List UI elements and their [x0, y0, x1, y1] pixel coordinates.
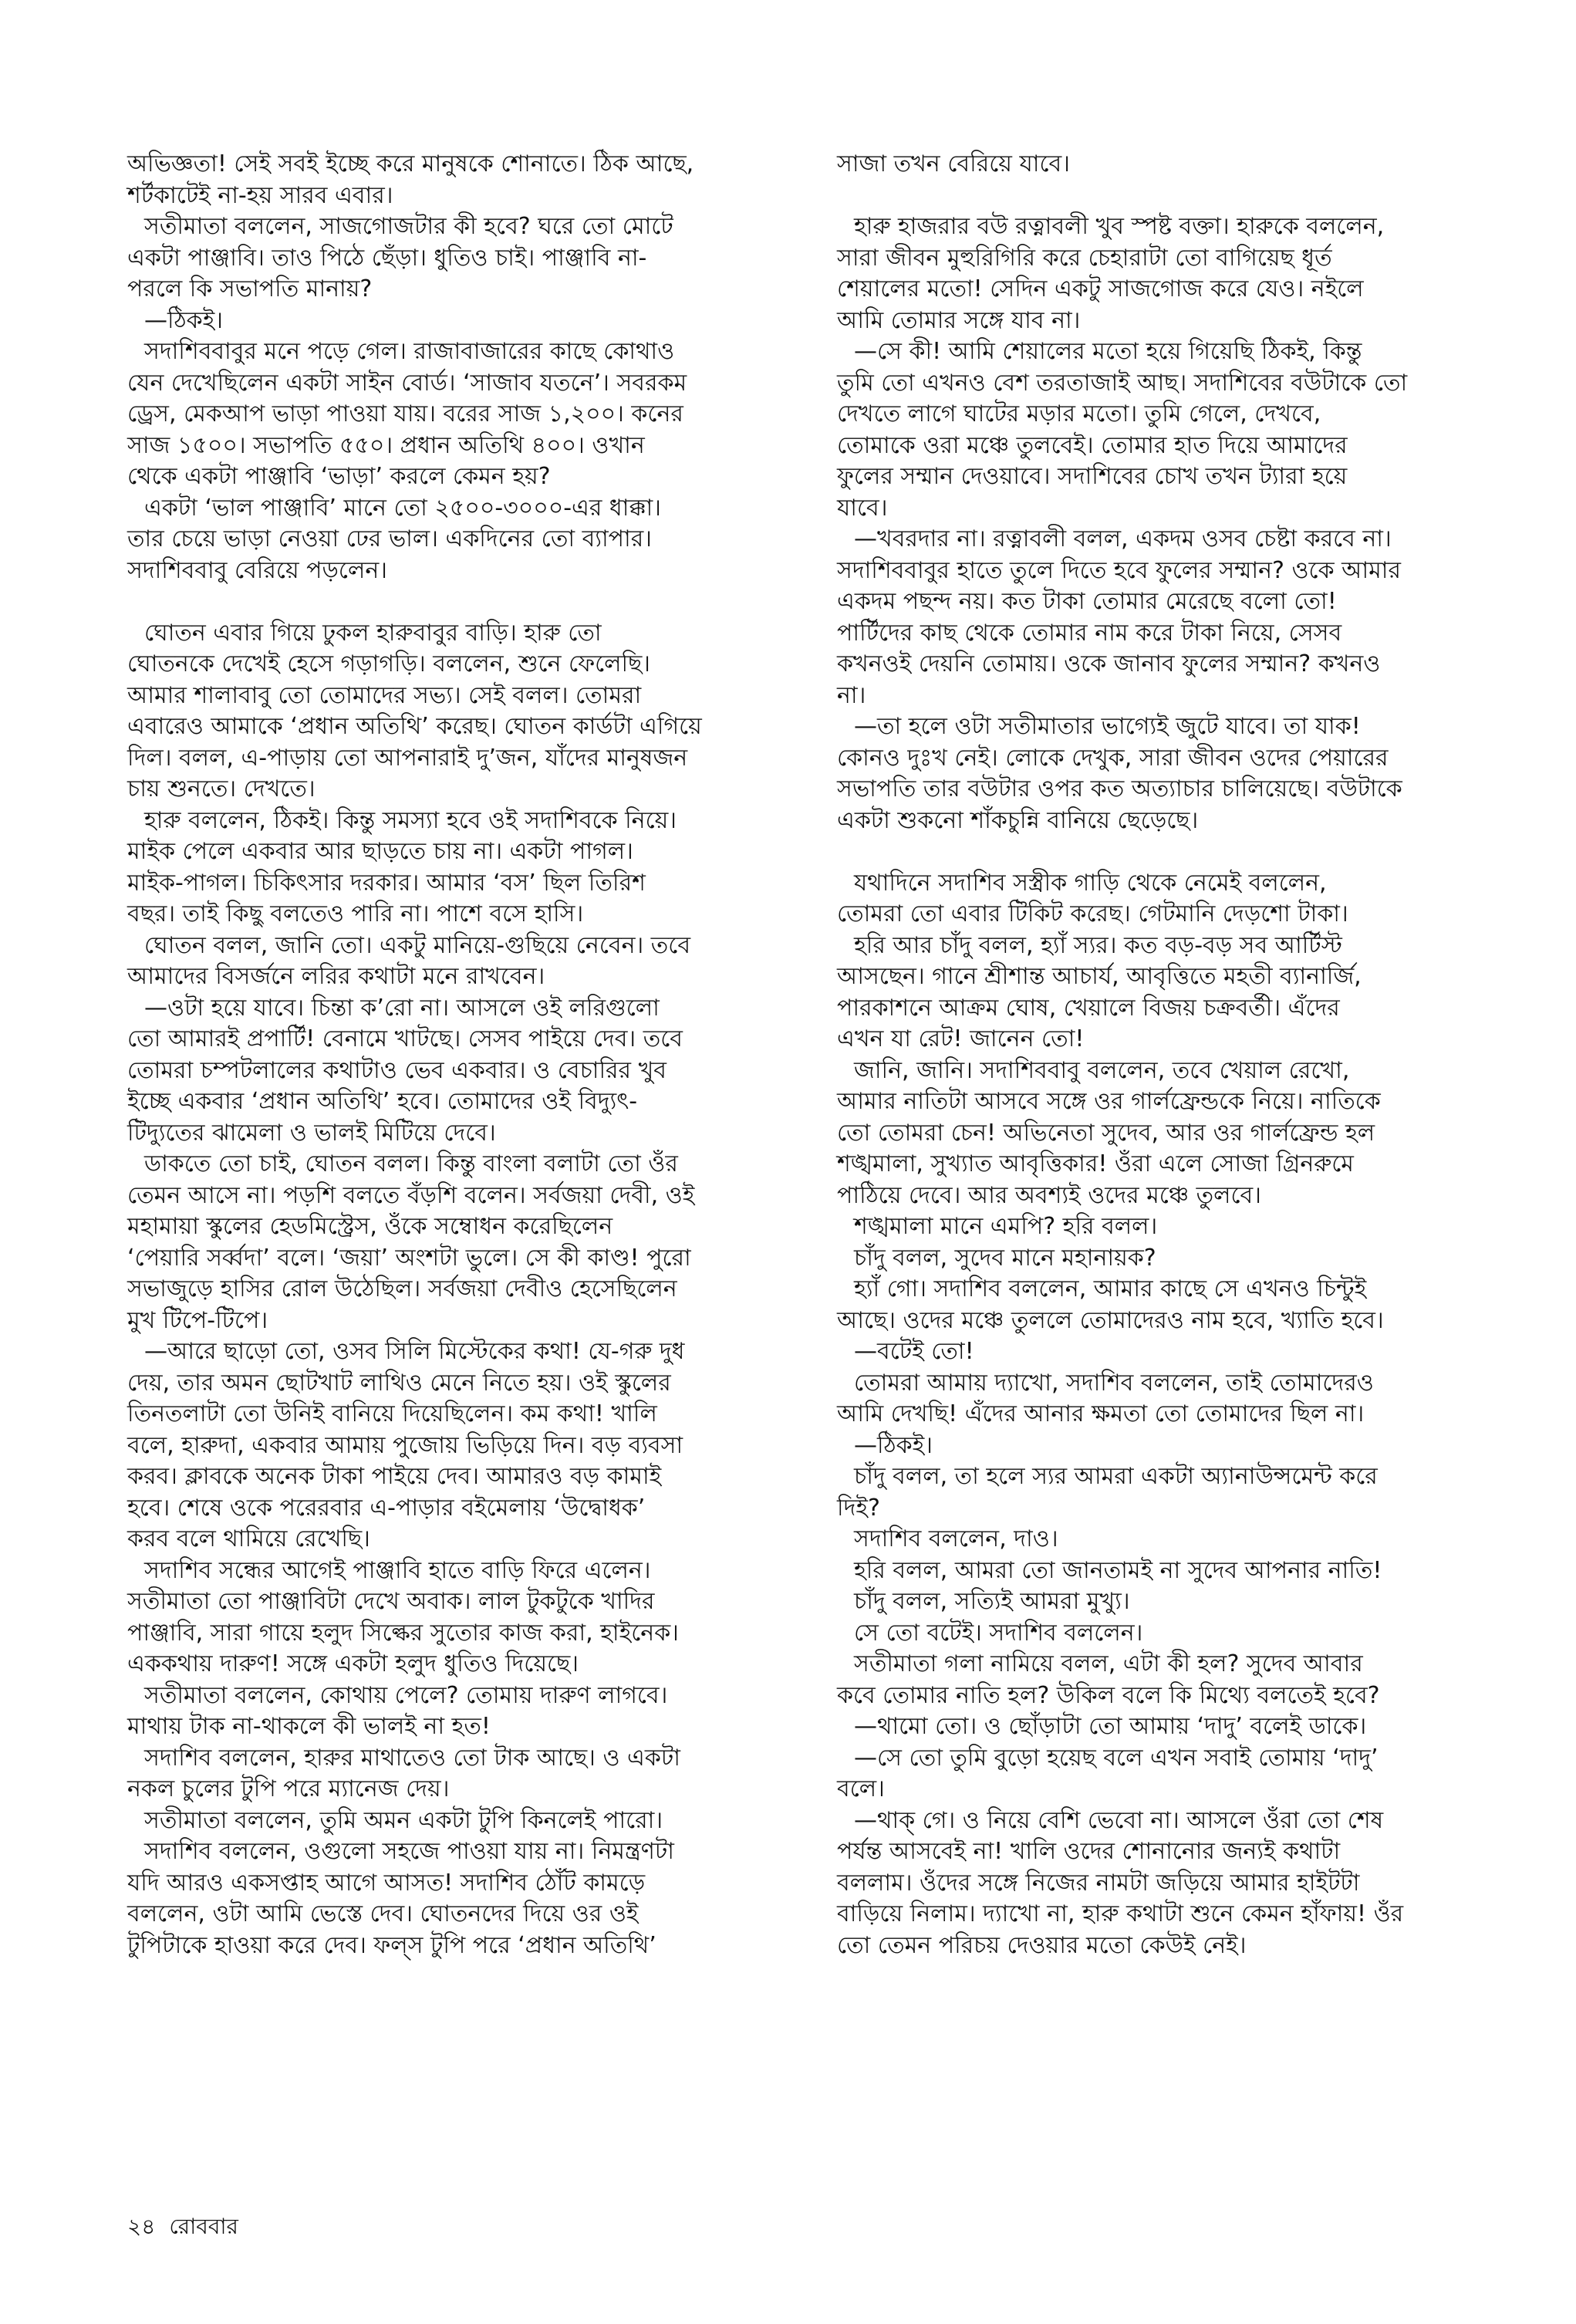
paragraph: যথাদিনে সদাশিব সস্ত্রীক গাড়ি থেকে নেমেই বললেন, তোমরা তো এবার টিকিট করেছ। গেটমানি দেড়শো টাকা।: [837, 869, 1348, 927]
paragraph: হারু বললেন, ঠিকই। কিন্তু সমস্যা হবে ওই সদাশিবকে নিয়ে। মাইক পেলে একবার আর ছাড়তে চায় না। একটা পাগল। মাইক-পাগল। চিকিৎসার দরকার। আমার ‘বস’ ছিল তিরিশ বছর। তাই কিছু বলতেও পারি না। পাশে বসে হাসি।: [127, 806, 677, 927]
paragraph: সদাশিব সন্ধের আগেই পাঞ্জাবি হাতে বাড়ি ফিরে এলেন। সতীমাতা তো পাঞ্জাবিটা দেখে অবাক। লাল টুকটুকে খাদির পাঞ্জাবি, সারা গায়ে হলুদ সিল্কের সুতোর কাজ করা, হাইনেক। এককথায় দারুণ! সঙ্গে একটা হলুদ ধুতিও দিয়েছে।: [127, 1556, 679, 1677]
paragraph: সতীমাতা বললেন, কোথায় পেলে? তোমায় দারুণ লাগবে। মাথায় টাক না-থাকলে কী ভালই না হত!: [127, 1681, 668, 1740]
paragraph: —ঠিকই।: [854, 1431, 933, 1459]
paragraph: সদাশিব বললেন, দাও।: [854, 1525, 1058, 1552]
paragraph: ডাকতে তো চাই, ঘোতন বলল। কিন্তু বাংলা বলাটা তো ওঁর তেমন আসে না। পড়শি বলতে বঁড়শি বলেন। সর্বজয়া দেবী, ওই মহামায়া স্কুলের হেডমিস্ট্রেস, ওঁকে সম্বোধন করেছিলেন ‘পেয়ারি সর্ব্বদা’ বলে। ‘জয়া’ অংশটা ভুলে। সে কী কাণ্ড! পুরো সভাজুড়ে হাসির রোল উঠেছিল। সর্বজয়া দেবীও হেসেছিলেন মুখ টিপে-টিপে।: [127, 1150, 695, 1334]
paragraph: —খবরদার না। রত্নাবলী বলল, একদম ওসব চেষ্টা করবে না। সদাশিববাবুর হাতে তুলে দিতে হবে ফুলের সম্মান? ওকে আমার একদম পছন্দ নয়। কত টাকা তোমার মেরেছে বলো তো! পার্টিদের কাছ থেকে তোমার নাম করে টাকা নিয়ে, সেসব কখনওই দেয়নি তোমায়। ওকে জানাব ফুলের সম্মান? কখনও না।: [837, 525, 1401, 709]
paragraph: —আরে ছাড়ো তো, ওসব সিলি মিস্টেকের কথা! যে-গরু দুধ দেয়, তার অমন ছোটখাট লাথিও মেনে নিতে হয়। ওই স্কুলের তিনতলাটা তো উনিই বানিয়ে দিয়েছিলেন। কম কথা! খালি বলে, হারুদা, একবার আমায় পুজোয় ভিড়িয়ে দিন। বড় ব্যবসা করব। ক্লাবকে অনেক টাকা পাইয়ে দেব। আমারও বড় কামাই হবে। শেষে ওকে পরেরবার এ-পাড়ার বইমেলায় ‘উদ্বোধক’ করব বলে থামিয়ে রেখেছি।: [127, 1338, 685, 1552]
paragraph: শঙ্খমালা মানে এমপি? হরি বলল।: [854, 1213, 1158, 1240]
paragraph: সদাশিব বললেন, হারুর মাথাতেও তো টাক আছে। ও একটা নকল চুলের টুপি পরে ম্যানেজ দেয়।: [127, 1744, 680, 1802]
paragraph: —ঠিকই।: [144, 306, 223, 334]
paragraph: হারু হাজরার বউ রত্নাবলী খুব স্পষ্ট বক্তা। হারুকে বললেন, সারা জীবন মুহুরিগিরি করে চেহারাটা তো বাগিয়েছ ধূর্ত শেয়ালের মতো! সেদিন একটু সাজগোজ করে যেও। নইলে আমি তোমার সঙ্গে যাব না।: [837, 213, 1385, 334]
paragraph: হ্যাঁ গো। সদাশিব বললেন, আমার কাছে সে এখনও চিন্টুই আছে। ওদের মঞ্চে তুললে তোমাদেরও নাম হবে, খ্যাতি হবে।: [837, 1275, 1384, 1334]
paragraph: —বটেই তো!: [854, 1338, 974, 1365]
paragraph: সাজা তখন বেরিয়ে যাবে।: [837, 150, 1070, 177]
paragraph: চাঁদু বলল, তা হলে স্যর আমরা একটা অ্যানাউন্সমেন্ট করে দিই?: [837, 1463, 1378, 1522]
paragraph: চাঁদু বলল, সুদেব মানে মহানায়ক?: [854, 1244, 1156, 1272]
paragraph: সদাশিববাবুর মনে পড়ে গেল। রাজাবাজারের কাছে কোথাও যেন দেখেছিলেন একটা সাইন বোর্ড। ‘সাজাব যতনে’। সবরকম ড্রেস, মেকআপ ভাড়া পাওয়া যায়। বরের সাজ ১,২০০। কনের সাজ ১৫০০। সভাপতি ৫৫০। প্রধান অতিথি ৪০০। ওখান থেকে একটা পাঞ্জাবি ‘ভাড়া’ করলে কেমন হয়?: [127, 338, 687, 490]
paragraph: ঘোতন বলল, জানি তো। একটু মানিয়ে-গুছিয়ে নেবেন। তবে আমাদের বিসর্জনে লরির কথাটা মনে রাখবেন।: [127, 931, 691, 990]
paragraph: ঘোতন এবার গিয়ে ঢুকল হারুবাবুর বাড়ি। হারু তো ঘোতনকে দেখেই হেসে গড়াগড়ি। বললেন, শুনে ফেলেছি। আমার শালাবাবু তো তোমাদের সভ্য। সেই বলল। তোমরা এবারেও আমাকে ‘প্রধান অতিথি’ করেছ। ঘোতন কার্ডটা এগিয়ে দিল। বলল, এ-পাড়ায় তো আপনারাই দু’জন, যাঁদের মানুষজন চায় শুনতে। দেখতে।: [127, 619, 702, 802]
paragraph: —তা হলে ওটা সতীমাতার ভাগ্যেই জুটে যাবে। তা যাক! কোনও দুঃখ নেই। লোকে দেখুক, সারা জীবন ওদের পেয়ারের সভাপতি তার বউটার ওপর কত অত্যাচার চালিয়েছে। বউটাকে একটা শুকনো শাঁকচুন্নি বানিয়ে ছেড়েছে।: [837, 713, 1402, 834]
right-text-column: [837, 149, 1535, 1961]
section-break: [837, 181, 1535, 212]
paragraph: —সে তো তুমি বুড়ো হয়েছ বলে এখন সবাই তোমায় ‘দাদু’ বলে।: [837, 1744, 1379, 1802]
left-text-column: [127, 149, 825, 1961]
paragraph: সদাশিব বললেন, ওগুলো সহজে পাওয়া যায় না। নিমন্ত্রণটা যদি আরও একসপ্তাহ আগে আসত! সদাশিব ঠোঁট কামড়ে বললেন, ওটা আমি ভেস্তে দেব। ঘোতনদের দিয়ে ওর ওই টুপিটাকে হাওয়া করে দেব। ফল্স টুপি পরে ‘প্রধান অতিথি’: [127, 1838, 674, 1959]
section-break: [837, 836, 1535, 868]
section-break: [127, 586, 825, 618]
paragraph: সতীমাতা বললেন, তুমি অমন একটা টুপি কিনলেই পারো।: [144, 1806, 663, 1834]
paragraph: —থাক্ গে। ও নিয়ে বেশি ভেবো না। আসলে ওঁরা তো শেষ পর্যন্ত আসবেই না! খালি ওদের শোনানোর জন্যই কথাটা বললাম। ওঁদের সঙ্গে নিজের নামটা জড়িয়ে আমার হাইটটা বাড়িয়ে নিলাম। দ্যাখো না, হারু কথাটা শুনে কেমন হাঁফায়! ওঁর তো তেমন পরিচয় দেওয়ার মতো কেউই নেই।: [837, 1806, 1404, 1959]
page-footer: [127, 2213, 252, 2241]
paragraph: তোমরা আমায় দ্যাখো, সদাশিব বললেন, তাই তোমাদেরও আমি দেখছি! এঁদের আনার ক্ষমতা তো তোমাদের ছিল না।: [837, 1369, 1374, 1427]
paragraph: —ওটা হয়ে যাবে। চিন্তা ক’রো না। আসলে ওই লরিগুলো তো আমারই প্রপার্টি! বেনামে খাটছে। সেসব পাইয়ে দেব। তবে তোমরা চম্পটলালের কথাটাও ভেব একবার। ও বেচারির খুব ইচ্ছে একবার ‘প্রধান অতিথি’ হবে। তোমাদের ওই বিদ্যুৎ- টিদ্যুতের ঝামেলা ও ভালই মিটিয়ে দেবে।: [127, 994, 683, 1147]
paragraph: হরি আর চাঁদু বলল, হ্যাঁ স্যর। কত বড়-বড় সব আর্টিস্ট আসছেন। গানে শ্রীশান্ত আচার্য, আবৃত্তিতে মহতী ব্যানার্জি, পারকাশনে আক্রম ঘোষ, খেয়ালে বিজয় চক্রবর্তী। এঁদের এখন যা রেট! জানেন তো!: [837, 931, 1362, 1052]
paragraph: হরি বলল, আমরা তো জানতামই না সুদেব আপনার নাতি!: [854, 1556, 1382, 1584]
paragraph: সে তো বটেই। সদাশিব বললেন।: [854, 1619, 1143, 1647]
paragraph: —থামো তো। ও ছোঁড়াটা তো আমায় ‘দাদু’ বলেই ডাকে।: [854, 1713, 1367, 1740]
paragraph: জানি, জানি। সদাশিববাবু বললেন, তবে খেয়াল রেখো, আমার নাতিটা আসবে সঙ্গে ওর গার্লফ্রেন্ডকে নিয়ে। নাতিকে তো তোমরা চেন! অভিনেতা সুদেব, আর ওর গার্লফ্রেন্ড হল শঙ্খমালা, সুখ্যাত আবৃত্তিকার! ওঁরা এলে সোজা গ্রিনরুমে পাঠিয়ে দেবে। আর অবশ্যই ওদের মঞ্চে তুলবে।: [837, 1056, 1381, 1209]
paragraph: সতীমাতা বললেন, সাজগোজটার কী হবে? ঘরে তো মোটে একটা পাঞ্জাবি। তাও পিঠে ছেঁড়া। ধুতিও চাই। পাঞ্জাবি না- পরলে কি সভাপতি মানায়?: [127, 213, 673, 302]
paragraph: একটা ‘ভাল পাঞ্জাবি’ মানে তো ২৫০০-৩০০০-এর ধাক্কা। তার চেয়ে ভাড়া নেওয়া ঢের ভাল। একদিনের তো ব্যাপার। সদাশিববাবু বেরিয়ে পড়লেন।: [127, 494, 661, 584]
page-number: ২৪: [127, 2214, 156, 2239]
paragraph: —সে কী! আমি শেয়ালের মতো হয়ে গিয়েছি ঠিকই, কিন্তু তুমি তো এখনও বেশ তরতাজাই আছ। সদাশিবের বউটাকে তো দেখতে লাগে ঘাটের মড়ার মতো। তুমি গেলে, দেখবে, তোমাকে ওরা মঞ্চে তুলবেই। তোমার হাত দিয়ে আমাদের ফুলের সম্মান দেওয়াবে। সদাশিবের চোখ তখন ট্যারা হয়ে যাবে।: [837, 338, 1408, 522]
paragraph: চাঁদু বলল, সত্যিই আমরা মুখ্যু।: [854, 1588, 1130, 1615]
paragraph: অভিজ্ঞতা! সেই সবই ইচ্ছে করে মানুষকে শোনাতে। ঠিক আছে, শর্টকাটেই না-হয় সারব এবার।: [127, 150, 694, 209]
magazine-name: রোববার: [169, 2214, 238, 2239]
paragraph: সতীমাতা গলা নামিয়ে বলল, এটা কী হল? সুদেব আবার কবে তোমার নাতি হল? উকিল বলে কি মিথ্যে বলতেই হবে?: [837, 1650, 1380, 1709]
